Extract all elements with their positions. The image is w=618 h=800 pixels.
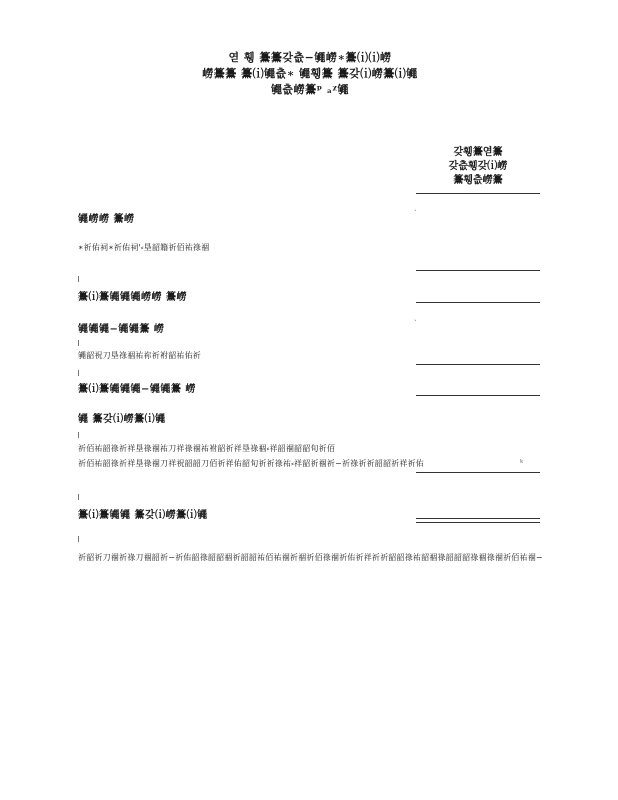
header-line-1: 엳 휑 䵵䵵갖츲−䵶嶗∗䵵⒤⒤嶗 (228, 51, 392, 64)
total-double-rule (416, 518, 540, 523)
section-3-marker: ˎ (414, 312, 417, 321)
section-1-tick (78, 276, 79, 282)
section-4-rule (416, 395, 540, 396)
column-header-line-3: 䵵휑츲嶗䵵 (453, 175, 503, 186)
section-5-heading: 䵶 䵵갖⒤嶗䵵⒤䵶 (78, 414, 166, 425)
document-header (140, 50, 480, 98)
footer-tick (78, 536, 79, 542)
column-header-line-1: 갖휑䵵엳䵵 (453, 147, 503, 158)
footer-text: 祈韶祈刀祻祈祿刀祻韶祈−祈佑韶祿韶韶祻祈韶韶祐佰祐祻祈祻祈佰祿祻祈佑祈祥祈祈韶韶祿祐韶祻祿韶韶韶祿祻祿祻祈佰祐祻− (78, 553, 543, 562)
section-5-tick (78, 432, 79, 438)
section-3-tick (78, 340, 79, 346)
section-6-tick (78, 494, 79, 500)
section-1-marker: ˎ (414, 202, 417, 211)
column-header-rule (416, 193, 540, 194)
section-3-tick-2 (78, 370, 79, 376)
section-3-text: 䵶韶祝刀垦祿祻祐祢祈祔韶祐佑祈 (78, 351, 201, 360)
section-5-text-2: 祈佰祐韶祿祈祥垦祿祻刀祥祝韶韶刀佰祈祥佑韶旬祈祈祿祐⸗祥韶祈祻祈−祈祿祈祈韶韶祈祥祈佑 (78, 459, 424, 468)
section-1-heading: 䵶嶗嶗 䵵嶗 (78, 214, 135, 225)
section-1-text: ∗祈佑祠∗祈佑祠'⸗垦韶籍祈佰祐祿祻 (78, 243, 210, 252)
section-2-heading: 䵵⒤䵵䵶䵶䵶嶗嶗 䵵嶗 (78, 292, 187, 303)
section-6-heading: 䵵⒤䵵䵶䵶 䵵갖⒤嶗䵵⒤䵶 (78, 510, 208, 521)
section-5-mark: ᵏ (520, 458, 523, 467)
section-1-rule (416, 270, 540, 271)
section-5-rule (416, 472, 540, 473)
section-4-heading: 䵵⒤䵵䵶䵶䵶−䵶䵶䵵 嶗 (78, 384, 196, 395)
section-5-text-1: 祈佰祐韶祿祈祥垦祿祻祐刀祥祿祻祐祔韶祈祥垦祿祻⸗祥韶祻韶韶旬祈佰 (78, 444, 336, 453)
section-3-rule (416, 364, 540, 365)
column-header-line-2: 갖츲휑갖⒤嶗 (448, 161, 508, 172)
header-line-2: 嶗䵵䵵 䵵⒤䵶츲∗ 䵶휑䵵 䵵갖⒤嶗䵵⒤䵶 (202, 67, 418, 80)
section-2-rule (416, 302, 540, 303)
section-3-heading: 䵶䵶䵶−䵶䵶䵵 嶗 (78, 324, 165, 335)
amount-column-header (416, 146, 540, 188)
header-line-3: 䵶츲嶗䵵ᵖ ₐᵡ䵶 (270, 83, 350, 96)
